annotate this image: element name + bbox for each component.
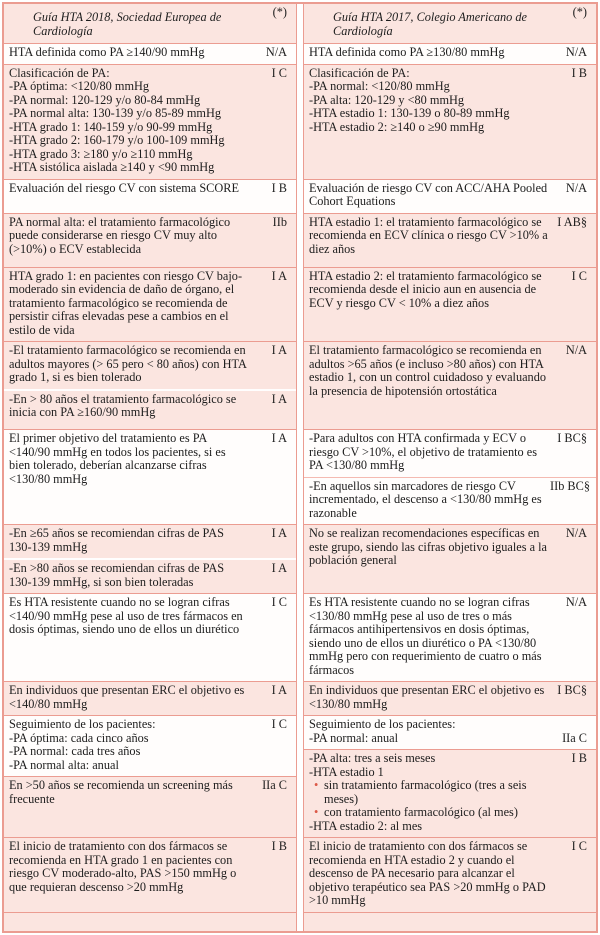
cell-line: -En ≥65 años se recomiendan cifras de PAS 130-139 mmHg <box>9 526 224 554</box>
table-cell-right <box>303 65 596 180</box>
cell-line: Clasificación de PA: <box>9 65 110 80</box>
table-subrow <box>4 65 296 179</box>
table-cell-left <box>4 65 297 180</box>
cell-line: -En > 80 años el tratamiento farmacológico se inicia con PA ≥160/90 mmHg <box>9 391 237 419</box>
cell-line: Guía HTA 2018, Sociedad Europea de Cardiología <box>33 10 222 38</box>
evidence-rating: I A <box>271 561 287 575</box>
table-cell-left <box>4 682 297 716</box>
bullet-line: • sin tratamiento farmacológico (tres a seis meses) <box>309 779 548 806</box>
table-subrow <box>304 65 596 179</box>
table-cell-left <box>4 430 297 525</box>
evidence-rating: I C <box>271 717 287 731</box>
table-subrow <box>4 342 296 389</box>
table-cell-left <box>4 525 297 594</box>
cell-line: -PA normal: cada tres años <box>9 744 141 758</box>
table-cell-left <box>4 180 297 214</box>
cell-line: -PA normal: <120/80 mmHg <box>309 79 450 93</box>
cell-line: Guía HTA 2017, Colegio Americano de Cardiología <box>333 10 528 38</box>
cell-line: -PA óptima: cada cinco años <box>9 730 149 745</box>
table-cell-right <box>303 716 596 838</box>
table-subrow <box>304 342 596 429</box>
table-subrow <box>304 594 596 681</box>
cell-line: HTA estadio 2: el tratamiento farmacológico se recomienda desde el inicio aun en ausencia de ECV y riesgo CV < 10% a diez años <box>309 268 542 310</box>
table-cell-right <box>303 913 596 931</box>
table-cell-left <box>4 214 297 268</box>
evidence-rating: I B <box>571 65 587 80</box>
cell-line: PA normal alta: el tratamiento farmacológico puede considerarse en riesgo CV muy alto (>10%) o ECV establecida <box>9 214 231 256</box>
table-cell-left <box>4 838 297 913</box>
table-subrow <box>4 44 296 64</box>
evidence-rating: IIb BC§ <box>550 478 590 493</box>
cell-line: El primer objetivo del tratamiento es PA <140/90 mmHg en todos los pacientes, si es bien tolerado, deberían alcanzarse cifras <130/80 mmHg <box>9 431 226 486</box>
table-cell-right <box>303 682 596 716</box>
evidence-rating: N/A <box>565 45 587 59</box>
cell-line: HTA grado 1: en pacientes con riesgo CV bajo-moderado sin evidencia de daño de órgano, el tratamiento farmacológico se recomienda de persistir cifras elevadas pese a cambios en el estilo de vida <box>9 268 243 337</box>
evidence-rating: I B <box>271 180 287 195</box>
evidence-rating: I C <box>271 65 287 80</box>
cell-line: Es HTA resistente cuando no se logran cifras <130/80 mmHg pese al uso de tres o más fármacos antihipertensivos en dosis óptimas, siendo uno de ellos un diurético o PA <130/80 mmHg pero con requerimiento de cuatro o más fármacos <box>309 595 542 677</box>
evidence-rating: I A <box>271 268 287 283</box>
cell-line: El inicio de tratamiento con dos fármacos se recomienda en HTA grado 1 en pacientes con riesgo CV moderado-alto, PAS >150 mmHg o que requieran descenso >20 mmHg <box>9 839 237 894</box>
table-subrow <box>4 525 296 558</box>
table-subrow <box>304 913 596 931</box>
table-cell-right <box>303 44 596 65</box>
cell-line: -HTA grado 1: 140-159 y/o 90-99 mmHg <box>9 119 213 134</box>
cell-line: Evaluación del riesgo CV con sistema SCORE <box>9 180 239 195</box>
table-cell-left <box>4 594 297 682</box>
table-cell-left <box>4 268 297 343</box>
table-subrow <box>304 214 596 267</box>
cell-line: HTA definida como PA ≥130/80 mmHg <box>309 45 505 59</box>
cell-line: Clasificación de PA: <box>309 65 410 80</box>
header-cell-left <box>4 4 297 44</box>
cell-line: Seguimiento de los pacientes: <box>9 717 156 731</box>
guidelines-comparison-table <box>2 2 598 933</box>
cell-line: No se realizan recomendaciones específicas en este grupo, siendo las cifras objetivo iguales a la población general <box>309 526 548 567</box>
evidence-rating: IIb <box>272 214 287 229</box>
star-column-label: (*) <box>572 5 587 19</box>
evidence-rating: I AB§ <box>557 214 587 229</box>
evidence-rating: N/A <box>565 180 587 195</box>
cell-line: -PA óptima: <120/80 mmHg <box>9 79 150 93</box>
table-subrow <box>304 430 596 477</box>
table-cell-left <box>4 716 297 838</box>
cell-line: -PA normal: anual <box>309 730 399 745</box>
evidence-rating: I A <box>271 431 287 445</box>
cell-line: -HTA sistólica aislada ≥140 y <90 mmHg <box>9 160 215 174</box>
table-cell-right <box>303 268 596 343</box>
table-subrow <box>304 716 596 749</box>
cell-line: En >50 años se recomienda un screening más frecuente <box>9 778 233 806</box>
table-subrow <box>4 558 296 593</box>
evidence-rating: N/A <box>565 526 587 540</box>
header-cell-right <box>303 4 596 44</box>
table-subrow <box>4 180 296 213</box>
cell-line: -HTA grado 2: 160-179 y/o 100-109 mmHg <box>9 133 225 147</box>
table-subrow <box>4 776 296 837</box>
evidence-rating: N/A <box>565 595 587 609</box>
evidence-rating: I BC§ <box>557 431 587 445</box>
table-subrow <box>4 594 296 681</box>
cell-line: -HTA grado 3: ≥180 y/o ≥110 mmHg <box>9 146 193 161</box>
evidence-rating: I A <box>271 526 287 540</box>
cell-line: -PA normal alta: anual <box>9 757 119 772</box>
cell-line: -PA normal: 120-129 y/o 80-84 mmHg <box>9 92 201 107</box>
cell-line: -HTA estadio 1 <box>309 764 384 779</box>
cell-line: -PA normal alta: 130-139 y/o 85-89 mmHg <box>9 106 221 120</box>
table-subrow <box>304 180 596 213</box>
table-cell-left <box>4 44 297 65</box>
evidence-rating: IIa C <box>562 730 587 745</box>
table-subrow <box>304 838 596 912</box>
table-cell-right <box>303 838 596 913</box>
table-subrow <box>304 44 596 64</box>
cell-line: -HTA estadio 1: 130-139 o 80-89 mmHg <box>309 106 510 120</box>
table-subrow <box>304 682 596 715</box>
evidence-rating: I B <box>571 751 587 765</box>
evidence-rating: N/A <box>265 45 287 59</box>
table-subrow <box>4 716 296 776</box>
table-subrow <box>4 4 296 43</box>
cell-line: El inicio de tratamiento con dos fármacos se recomienda en HTA estadio 2 y cuando el descenso de PA necesario para alcanzar el objetivo terapéutico sea PAS >20 mmHg o PAD >10 mmHg <box>309 839 546 907</box>
cell-line: El tratamiento farmacológico se recomienda en adultos >65 años (e incluso >80 años) con HTA estadio 1, con un control cuidadoso y evaluando la presencia de hipotensión ortostática <box>309 343 546 398</box>
cell-line: HTA definida como PA ≥140/90 mmHg <box>9 45 205 59</box>
cell-line: -El tratamiento farmacológico se recomienda en adultos mayores (> 65 pero < 80 años) con HTA grado 1, si es bien tolerado <box>9 343 247 384</box>
table-cell-left <box>4 342 297 430</box>
evidence-rating: I A <box>271 391 287 406</box>
evidence-rating: I C <box>271 595 287 609</box>
cell-line: Seguimiento de los pacientes: <box>309 717 456 731</box>
table-cell-right <box>303 342 596 430</box>
cell-line: Evaluación de riesgo CV con ACC/AHA Pooled Cohort Equations <box>309 180 548 208</box>
cell-line: -HTA estadio 2: al mes <box>309 818 423 833</box>
table-subrow <box>4 268 296 342</box>
cell-line: -En aquellos sin marcadores de riesgo CV incrementado, el descenso a <130/80 mmHg es razonable <box>309 478 542 520</box>
table-cell-right <box>303 525 596 594</box>
table-subrow <box>4 913 296 931</box>
evidence-rating: I C <box>571 839 587 853</box>
star-column-label: (*) <box>272 5 287 19</box>
cell-line: -En >80 años se recomiendan cifras de PAS 130-139 mmHg, si son bien toleradas <box>9 561 225 589</box>
cell-line: -PA alta: 120-129 y <80 mmHg <box>309 92 465 107</box>
table-cell-right <box>303 594 596 682</box>
table-subrow <box>4 682 296 715</box>
bullet-line: • con tratamiento farmacológico (al mes) <box>309 806 548 820</box>
table-subrow <box>4 214 296 267</box>
cell-line: En individuos que presentan ERC el objetivo es <140/80 mmHg <box>9 683 245 711</box>
cell-line: En individuos que presentan ERC el objetivo es <130/80 mmHg <box>309 683 545 711</box>
evidence-rating: I C <box>571 268 587 283</box>
table-subrow <box>304 477 596 525</box>
cell-line: -PA alta: tres a seis meses <box>309 751 436 765</box>
evidence-rating: I BC§ <box>557 683 587 697</box>
table-cell-right <box>303 214 596 268</box>
table-subrow <box>304 268 596 342</box>
cell-line: HTA estadio 1: el tratamiento farmacológico se recomienda en ECV clínica o riesgo CV >10% a diez años <box>309 214 548 256</box>
evidence-rating: IIa C <box>262 778 287 792</box>
table-subrow <box>304 749 596 837</box>
table-cell-right <box>303 430 596 525</box>
table-cell-right <box>303 180 596 214</box>
table-subrow <box>4 430 296 524</box>
table-cell-left <box>4 913 297 931</box>
evidence-rating: I A <box>271 343 287 357</box>
table-subrow <box>304 4 596 43</box>
cell-line: -HTA estadio 2: ≥140 o ≥90 mmHg <box>309 119 485 134</box>
evidence-rating: N/A <box>565 343 587 357</box>
cell-line: Es HTA resistente cuando no se logran cifras <140/90 mmHg pese al uso de tres fármacos en dosis óptimas, siendo uno de ellos un diurético <box>9 595 243 636</box>
table-subrow <box>304 525 596 593</box>
evidence-rating: I A <box>271 683 287 697</box>
cell-line: -Para adultos con HTA confirmada y ECV o riesgo CV >10%, el objetivo de tratamiento es PA <130/80 mmHg <box>309 431 538 472</box>
evidence-rating: I B <box>271 839 287 853</box>
table-subrow <box>4 389 296 430</box>
table-subrow <box>4 838 296 912</box>
